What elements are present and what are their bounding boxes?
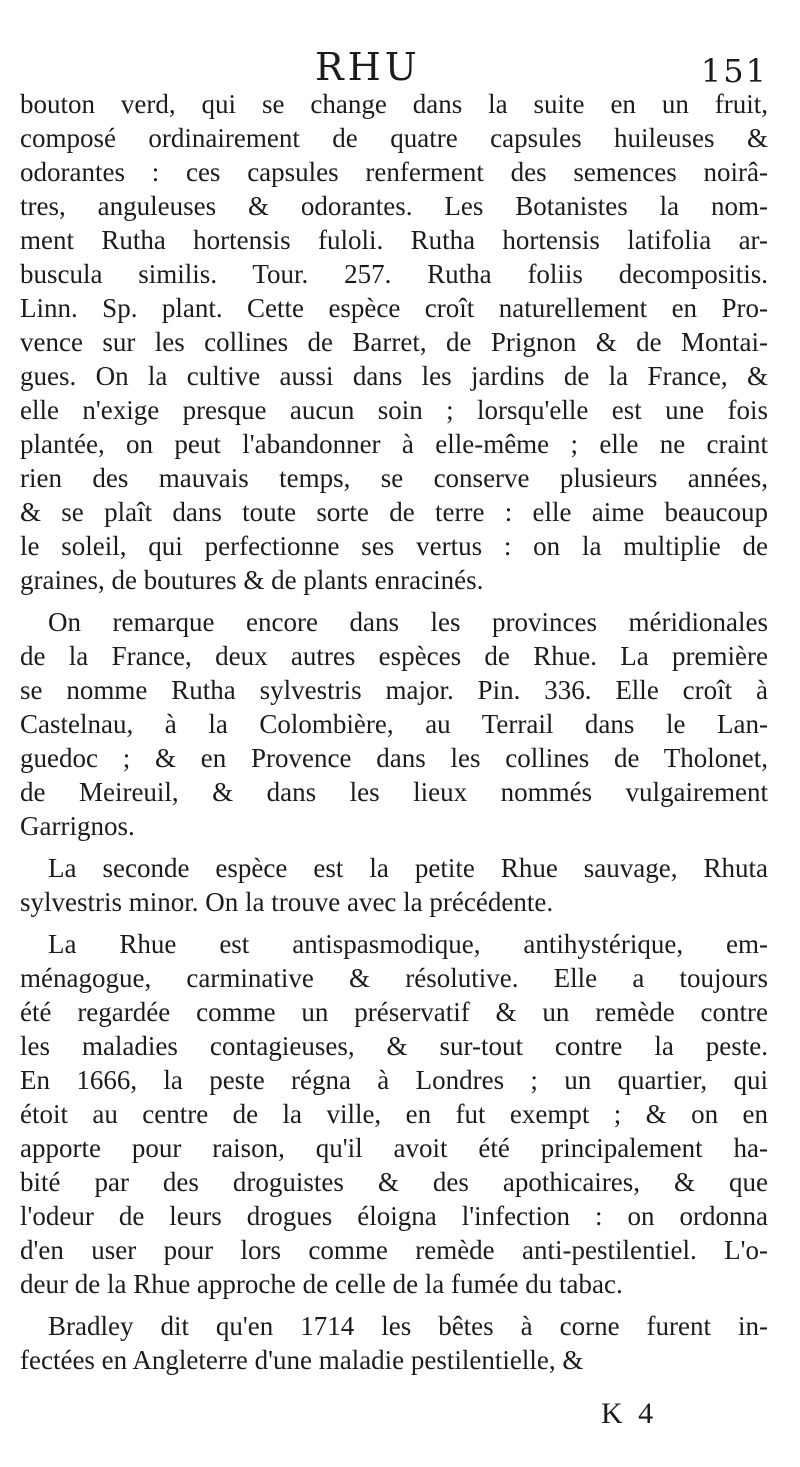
text-line: d'en user pour lors comme remède anti-pestilentiel. L'o- <box>20 1235 768 1265</box>
page-header <box>0 42 800 92</box>
text-line: les maladies contagieuses, & sur-tout contre la peste. <box>20 1031 768 1061</box>
text-line: plantée, on peut l'abandonner à elle-même ; elle ne craint <box>20 429 768 459</box>
paragraph-gap <box>20 1301 768 1309</box>
signature-mark: K 4 <box>601 1397 658 1430</box>
text-line: & se plaît dans toute sorte de terre : elle aime beaucoup <box>20 497 768 527</box>
text-line: Linn. Sp. plant. Cette espèce croît naturellement en Pro- <box>20 293 768 323</box>
text-line: se nomme Rutha sylvestris major. Pin. 336. Elle croît à <box>20 675 768 705</box>
text-line: été regardée comme un préservatif & un remède contre <box>20 997 768 1027</box>
text-line: le soleil, qui perfectionne ses vertus : on la multiplie de <box>20 531 768 561</box>
text-line: bité par des droguistes & des apothicaires, & que <box>20 1167 768 1197</box>
text-line: de Meireuil, & dans les lieux nommés vulgairement <box>20 777 768 807</box>
text-line: On remarque encore dans les provinces méridionales <box>48 607 768 637</box>
page-number: 151 <box>700 52 768 90</box>
text-line: Garrignos. <box>20 811 135 841</box>
paragraph-gap <box>20 597 768 605</box>
text-line: bouton verd, qui se change dans la suite en un fruit, <box>20 89 768 119</box>
paragraph <box>20 87 768 597</box>
text-line: buscula similis. Tour. 257. Rutha foliis decompositis. <box>20 259 768 289</box>
text-line: étoit au centre de la ville, en fut exempt ; & on en <box>20 1099 768 1129</box>
text-line: vence sur les collines de Barret, de Prignon & de Montai- <box>20 327 768 357</box>
text-line: fectées en Angleterre d'une maladie pestilentielle, & <box>20 1345 584 1375</box>
text-line: En 1666, la peste régna à Londres ; un quartier, qui <box>20 1065 768 1095</box>
text-line: deur de la Rhue approche de celle de la fumée du tabac. <box>20 1269 623 1299</box>
text-line: Castelnau, à la Colombière, au Terrail dans le Lan- <box>20 709 768 739</box>
text-line: composé ordinairement de quatre capsules huileuses & <box>20 123 768 153</box>
paragraph <box>20 605 768 843</box>
paragraph <box>20 1309 768 1377</box>
text-line: Bradley dit qu'en 1714 les bêtes à corne furent in- <box>48 1311 768 1341</box>
text-line: de la France, deux autres espèces de Rhue. La première <box>20 641 768 671</box>
paragraph <box>20 851 768 919</box>
text-line: gues. On la cultive aussi dans les jardins de la France, & <box>20 361 768 391</box>
paragraph-gap <box>20 919 768 927</box>
text-line: tres, anguleuses & odorantes. Les Botanistes la nom- <box>20 191 768 221</box>
text-line: l'odeur de leurs drogues éloigna l'infection : on ordonna <box>20 1201 768 1231</box>
text-line: sylvestris minor. On la trouve avec la précédente. <box>20 887 554 917</box>
body-text <box>20 87 768 1377</box>
text-line: odorantes : ces capsules renferment des semences noirâ- <box>20 157 768 187</box>
text-line: graines, de boutures & de plants enracinés. <box>20 565 484 595</box>
text-line: La Rhue est antispasmodique, antihystérique, em- <box>48 929 768 959</box>
text-line: ménagogue, carminative & résolutive. Elle a toujours <box>20 963 768 993</box>
paragraph-gap <box>20 843 768 851</box>
running-head: RHU <box>315 45 421 89</box>
paragraph <box>20 927 768 1301</box>
text-line: elle n'exige presque aucun soin ; lorsqu'elle est une fois <box>20 395 768 425</box>
text-line: guedoc ; & en Provence dans les collines de Tholonet, <box>20 743 768 773</box>
text-line: La seconde espèce est la petite Rhue sauvage, Rhuta <box>48 853 768 883</box>
text-line: apporte pour raison, qu'il avoit été principalement ha- <box>20 1133 768 1163</box>
text-line: ment Rutha hortensis fuloli. Rutha hortensis latifolia ar- <box>20 225 768 255</box>
text-line: rien des mauvais temps, se conserve plusieurs années, <box>20 463 768 493</box>
